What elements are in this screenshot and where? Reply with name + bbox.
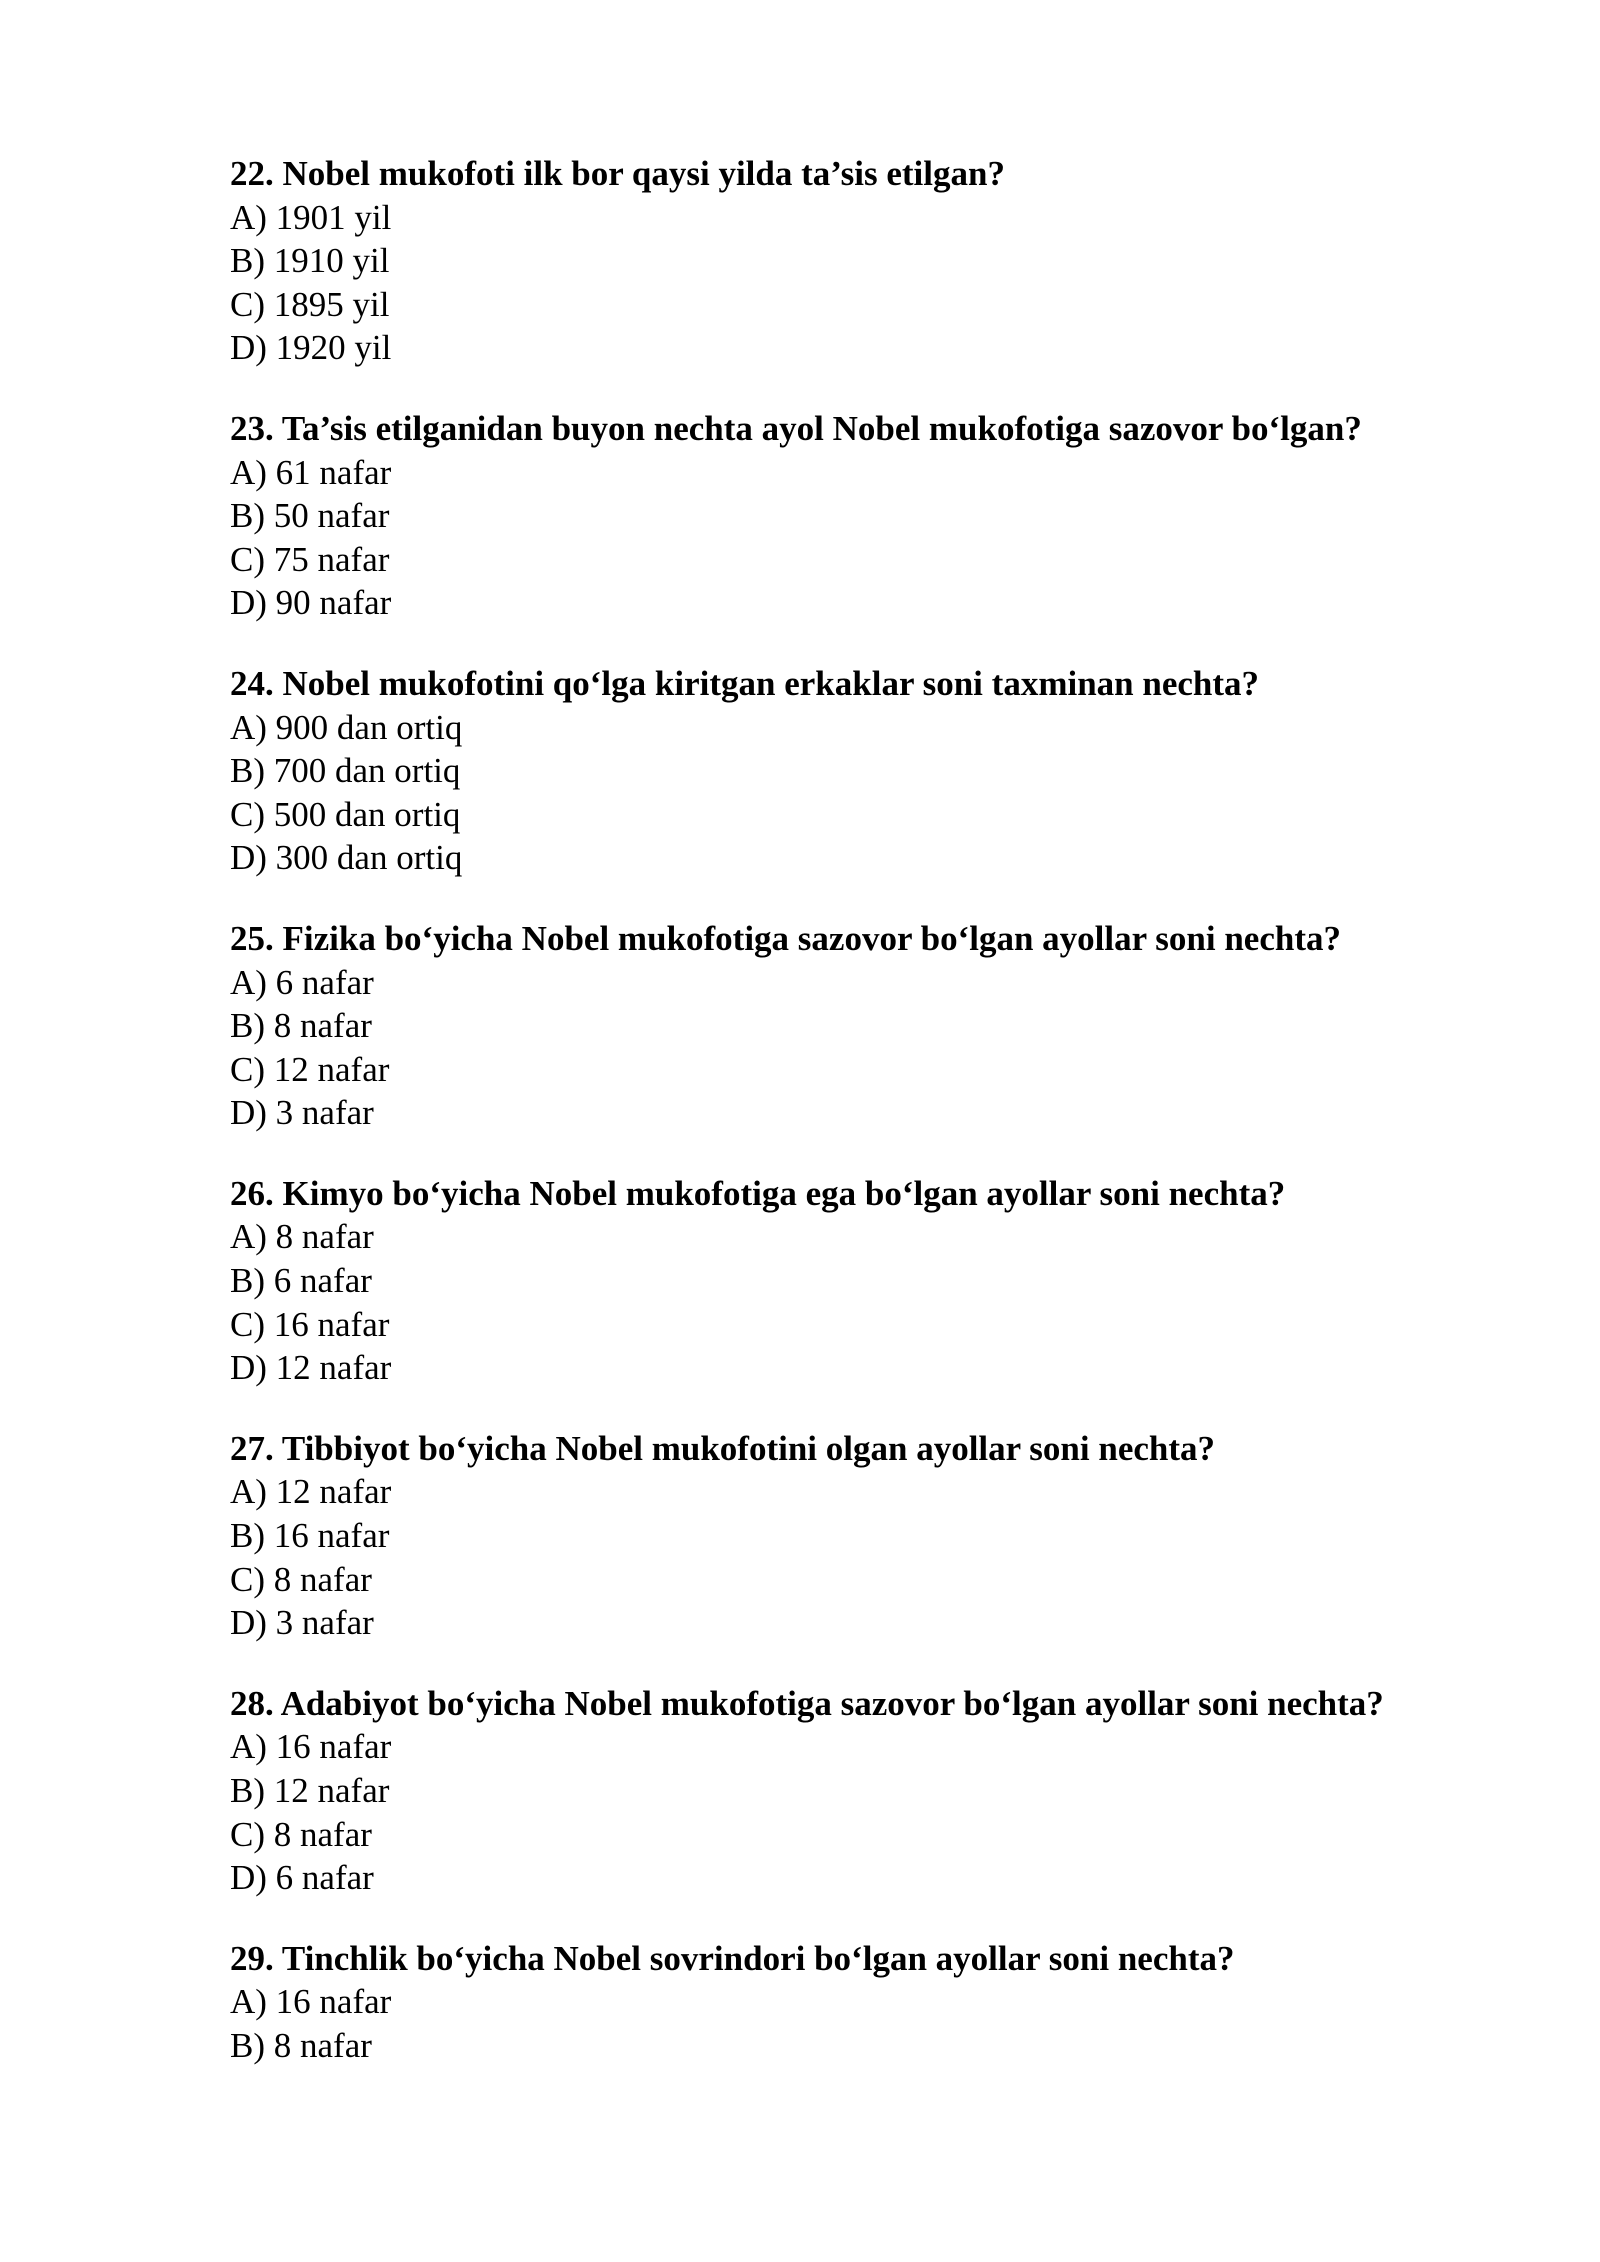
option-c: C) 1895 yil: [230, 284, 390, 324]
option-a: A) 16 nafar: [230, 1982, 392, 2022]
question-26: [230, 1172, 1530, 1390]
question-25: [230, 917, 1530, 1135]
option-a: A) 1901 yil: [230, 197, 392, 237]
question-title: 22. Nobel mukofoti ilk bor qaysi yilda ta’sis etilgan?: [230, 154, 1005, 193]
option-c: C) 8 nafar: [230, 1814, 372, 1854]
option-b: B) 12 nafar: [230, 1771, 390, 1810]
option-c: C) 75 nafar: [230, 539, 390, 579]
option-a: A) 6 nafar: [230, 962, 374, 1002]
option-b: B) 16 nafar: [230, 1516, 390, 1556]
question-title: 27. Tibbiyot bo‘yicha Nobel mukofotini olgan ayollar soni nechta?: [230, 1428, 1216, 1468]
option-b: B) 700 dan ortiq: [230, 751, 461, 791]
option-a: A) 61 nafar: [230, 452, 392, 492]
option-c: C) 16 nafar: [230, 1304, 390, 1344]
option-b: B) 1910 yil: [230, 241, 390, 281]
question-title: 23. Ta’sis etilganidan buyon nechta ayol Nobel mukofotiga sazovor bo‘lgan?: [230, 408, 1362, 448]
option-a: A) 12 nafar: [230, 1472, 392, 1512]
option-a: A) 900 dan ortiq: [230, 707, 463, 747]
question-29: [230, 1937, 1530, 2068]
question-list: [230, 152, 1530, 2105]
question-title: 28. Adabiyot bo‘yicha Nobel mukofotiga sazovor bo‘lgan ayollar soni nechta?: [230, 1683, 1384, 1723]
option-c: C) 12 nafar: [230, 1049, 390, 1089]
option-d: D) 3 nafar: [230, 1603, 374, 1643]
option-b: B) 50 nafar: [230, 496, 390, 536]
option-c: C) 500 dan ortiq: [230, 794, 461, 834]
option-d: D) 90 nafar: [230, 583, 392, 623]
question-title: 29. Tinchlik bo‘yicha Nobel sovrindori bo‘lgan ayollar soni nechta?: [230, 1938, 1235, 1978]
option-b: B) 6 nafar: [230, 1261, 372, 1301]
question-title: 25. Fizika bo‘yicha Nobel mukofotiga sazovor bo‘lgan ayollar soni nechta?: [230, 918, 1341, 958]
question-27: [230, 1427, 1530, 1645]
option-d: D) 1920 yil: [230, 328, 392, 368]
option-d: D) 6 nafar: [230, 1858, 374, 1898]
question-24: [230, 662, 1530, 880]
question-title: 24. Nobel mukofotini qo‘lga kiritgan erkaklar soni taxminan nechta?: [230, 663, 1260, 703]
question-title: 26. Kimyo bo‘yicha Nobel mukofotiga ega bo‘lgan ayollar soni nechta?: [230, 1173, 1286, 1213]
option-d: D) 12 nafar: [230, 1348, 392, 1388]
option-a: A) 16 nafar: [230, 1727, 392, 1767]
option-b: B) 8 nafar: [230, 1006, 372, 1046]
question-28: [230, 1682, 1530, 1900]
option-d: D) 300 dan ortiq: [230, 838, 463, 878]
question-23: [230, 407, 1530, 625]
option-b: B) 8 nafar: [230, 2025, 372, 2065]
option-c: C) 8 nafar: [230, 1559, 372, 1599]
option-a: A) 8 nafar: [230, 1217, 374, 1257]
question-22: [230, 152, 1530, 370]
option-d: D) 3 nafar: [230, 1093, 374, 1133]
